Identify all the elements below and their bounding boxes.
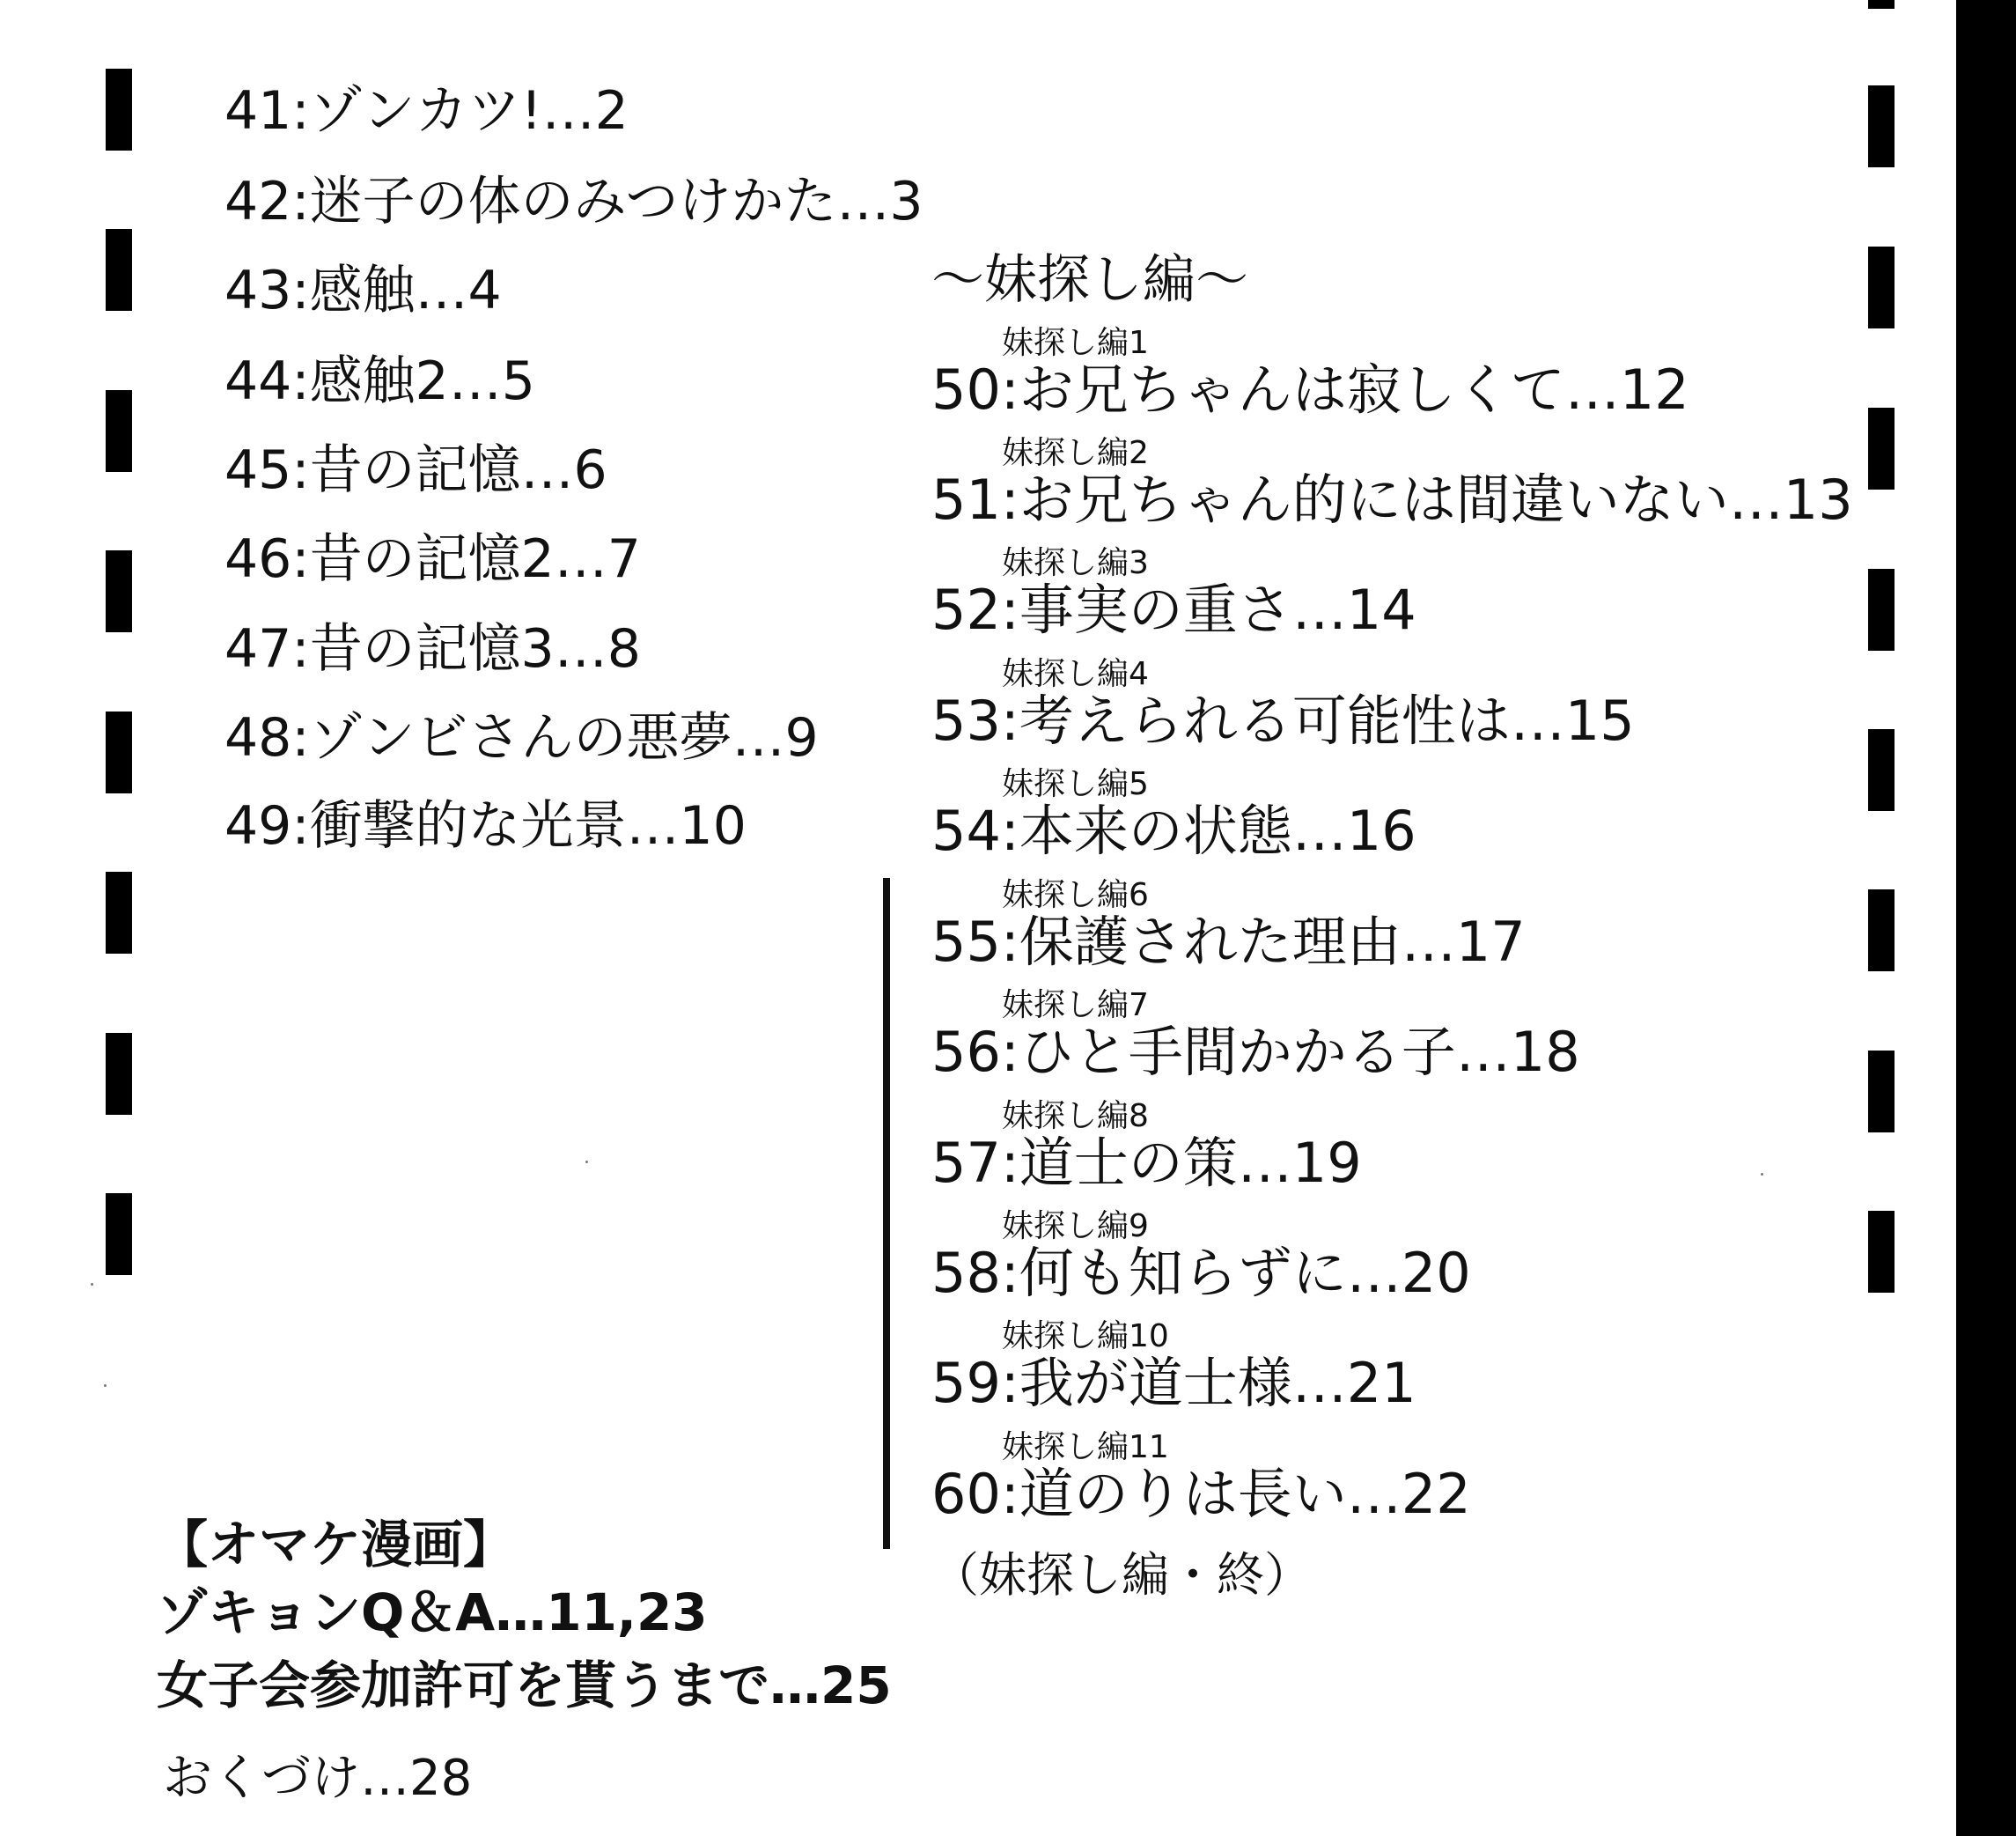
- right-border-dash: [1868, 1051, 1895, 1132]
- arc-entry: 56:ひと手間かかる子…18: [931, 1020, 1580, 1084]
- arc-entry: 53:考えられる可能性は…15: [931, 689, 1635, 753]
- arc-entry: 55:保護された理由…17: [931, 910, 1526, 974]
- arc-entry: 59:我が道士様…21: [931, 1351, 1416, 1415]
- arc-end-note: （妹探し編・終）: [931, 1547, 1312, 1603]
- paper-speck: [585, 1161, 588, 1163]
- arc-part-label: 妹探し編3: [1002, 545, 1149, 581]
- left-border-dash: [106, 550, 132, 632]
- toc-entry: 46:昔の記憶2…7: [224, 528, 641, 590]
- left-border-dash: [106, 390, 132, 472]
- arc-entry: 50:お兄ちゃんは寂しくて…12: [931, 358, 1689, 422]
- arc-heading: 〜妹探し編〜: [931, 249, 1248, 311]
- arc-entry: 60:道のりは長い…22: [931, 1462, 1471, 1526]
- page-edge-border: [1956, 0, 2016, 1836]
- column-divider-line: [883, 878, 890, 1549]
- right-border-dash: [1868, 729, 1895, 811]
- arc-entry: 57:道士の策…19: [931, 1131, 1362, 1195]
- colophon-entry: おくづけ…28: [163, 1750, 473, 1807]
- left-border-dash: [106, 1193, 132, 1275]
- left-border-dash: [106, 872, 132, 954]
- toc-entry: 41:ゾンカツ!…2: [224, 80, 629, 142]
- arc-part-label: 妹探し編1: [1002, 325, 1149, 361]
- bonus-entry: 女子会参加許可を貰うまで…25: [157, 1655, 892, 1715]
- arc-part-label: 妹探し編10: [1002, 1318, 1169, 1354]
- arc-part-label: 妹探し編2: [1002, 435, 1149, 471]
- arc-part-label: 妹探し編5: [1002, 766, 1149, 802]
- toc-entry: 42:迷子の体のみつけかた…3: [224, 171, 923, 232]
- left-border-dash: [106, 712, 132, 793]
- arc-part-label: 妹探し編4: [1002, 656, 1149, 692]
- paper-speck: [104, 1384, 107, 1387]
- left-border-dash: [106, 229, 132, 311]
- toc-entry: 45:昔の記憶…6: [224, 439, 607, 501]
- arc-part-label: 妹探し編6: [1002, 877, 1149, 913]
- bonus-heading: 【オマケ漫画】: [157, 1515, 515, 1574]
- arc-entry: 58:何も知らずに…20: [931, 1241, 1471, 1305]
- arc-part-label: 妹探し編11: [1002, 1429, 1169, 1465]
- top-edge-mark: [1868, 0, 1895, 9]
- right-border-dash: [1868, 85, 1895, 167]
- toc-entry: 43:感触…4: [224, 260, 502, 321]
- arc-part-label: 妹探し編9: [1002, 1208, 1149, 1244]
- right-border-dash: [1868, 1211, 1895, 1293]
- bonus-entry: ゾキョンQ＆A…11,23: [157, 1582, 708, 1642]
- right-border-dash: [1868, 247, 1895, 328]
- toc-entry: 44:感触2…5: [224, 350, 535, 412]
- arc-part-label: 妹探し編7: [1002, 987, 1149, 1023]
- right-border-dash: [1868, 408, 1895, 490]
- right-border-dash: [1868, 889, 1895, 971]
- left-border-dash: [106, 69, 132, 151]
- arc-entry: 54:本来の状態…16: [931, 799, 1416, 863]
- toc-entry: 47:昔の記憶3…8: [224, 618, 641, 680]
- arc-entry: 52:事実の重さ…14: [931, 578, 1416, 642]
- arc-entry: 51:お兄ちゃん的には間違いない…13: [931, 468, 1853, 532]
- toc-entry: 48:ゾンビさんの悪夢…9: [224, 707, 819, 769]
- toc-entry: 49:衝撃的な光景…10: [224, 795, 747, 857]
- paper-speck: [1761, 1173, 1763, 1176]
- paper-speck: [91, 1283, 93, 1286]
- arc-part-label: 妹探し編8: [1002, 1098, 1149, 1134]
- right-border-dash: [1868, 569, 1895, 651]
- left-border-dash: [106, 1033, 132, 1115]
